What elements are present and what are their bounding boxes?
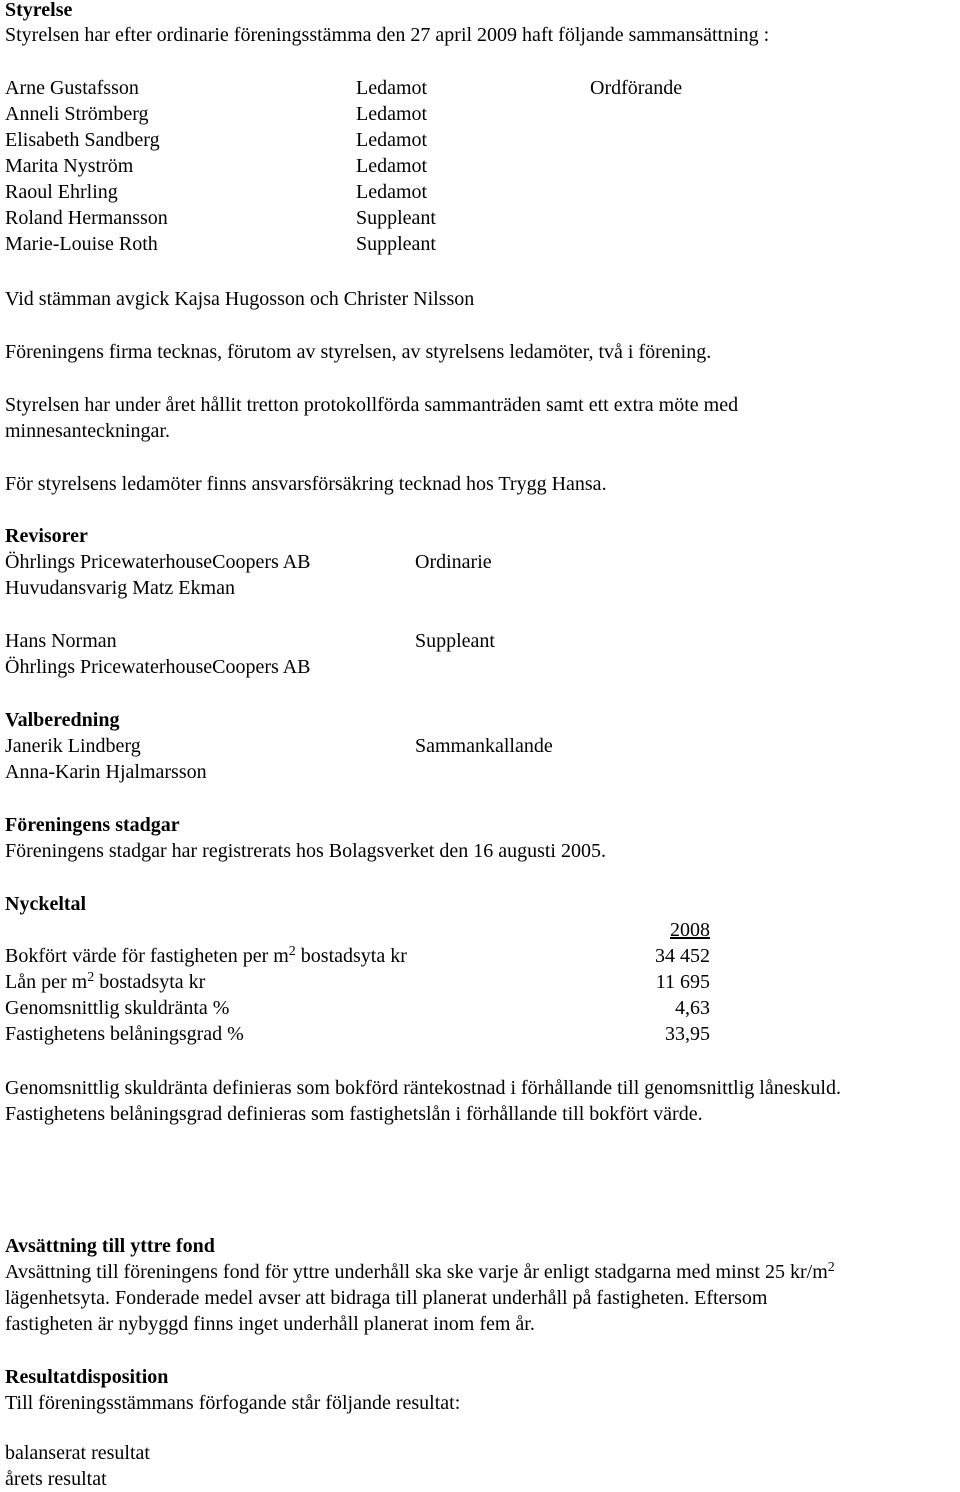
member-role: Ledamot <box>356 155 428 177</box>
nyckeltal-value: 33,95 <box>665 1023 710 1045</box>
resultat-row: årets resultat <box>5 1468 107 1490</box>
styrelse-heading: Styrelse <box>5 0 73 21</box>
member-name: Elisabeth Sandberg <box>5 129 160 151</box>
revisor-line: Öhrlings PricewaterhouseCoopers AB <box>5 656 311 678</box>
member-name: Raoul Ehrling <box>5 181 118 203</box>
firma-text: Föreningens firma tecknas, förutom av styrelsen, av styrelsens ledamöter, två i förening. <box>5 341 712 363</box>
member-role: Suppleant <box>356 207 436 229</box>
revisorer-heading: Revisorer <box>5 525 88 547</box>
nyckeltal-label: Lån per $m^2$ bostadsyta kr <box>5 970 206 993</box>
member-name: Marita Nyström <box>5 155 134 177</box>
sammantraden-text-cont: minnesanteckningar. <box>5 420 170 442</box>
member-role: Ledamot <box>356 77 428 99</box>
resultat-heading: Resultatdisposition <box>5 1366 169 1388</box>
member-name: Arne Gustafsson <box>5 77 139 99</box>
nyckeltal-label: Fastighetens belåningsgrad % <box>5 1023 244 1045</box>
fond-heading: Avsättning till yttre fond <box>5 1235 215 1257</box>
stadgar-text: Föreningens stadgar har registrerats hos Bolagsverket den 16 augusti 2005. <box>5 840 606 862</box>
nyckeltal-value: 4,63 <box>675 997 710 1019</box>
member-role: Ledamot <box>356 103 428 125</box>
member-name: Anneli Strömberg <box>5 103 149 125</box>
revisor-role: Suppleant <box>415 630 495 652</box>
definition-belaningsgrad: Fastighetens belåningsgrad definieras som fastighetslån i förhållande till bokfört värde. <box>5 1103 703 1125</box>
fond-text: Avsättning till föreningens fond för yttre underhåll ska ske varje år enligt stadgarna med minst 25 $kr/m^2$ <box>5 1260 835 1283</box>
forsakring-text: För styrelsens ledamöter finns ansvarsförsäkring tecknad hos Trygg Hansa. <box>5 473 607 495</box>
valberedning-name: Anna-Karin Hjalmarsson <box>5 761 207 783</box>
nyckeltal-year: 2008 <box>670 919 710 941</box>
member-role: Ledamot <box>356 181 428 203</box>
sammantraden-text: Styrelsen har under året hållit tretton protokollförda sammanträden samt ett extra möte med <box>5 394 739 416</box>
definition-skuldranta: Genomsnittlig skuldränta definieras som bokförd räntekostnad i förhållande till genomsnittlig låneskuld. <box>5 1077 841 1099</box>
member-role: Suppleant <box>356 233 436 255</box>
valberedning-heading: Valberedning <box>5 709 120 731</box>
valberedning-name: Janerik Lindberg <box>5 735 141 757</box>
revisor-line: Huvudansvarig Matz Ekman <box>5 577 235 599</box>
valberedning-role: Sammankallande <box>415 735 553 757</box>
member-name: Roland Hermansson <box>5 207 168 229</box>
nyckeltal-heading: Nyckeltal <box>5 893 87 915</box>
avgick-text: Vid stämman avgick Kajsa Hugosson och Christer Nilsson <box>5 288 475 310</box>
resultat-intro: Till föreningsstämmans förfogande står följande resultat: <box>5 1392 461 1414</box>
member-extra-role: Ordförande <box>590 77 683 99</box>
fond-text-cont: lägenhetsyta. Fonderade medel avser att bidraga till planerat underhåll på fastigheten. Eftersom <box>5 1287 768 1309</box>
member-role: Ledamot <box>356 129 428 151</box>
nyckeltal-value: 34 452 <box>655 945 710 967</box>
styrelse-intro: Styrelsen har efter ordinarie föreningsstämma den 27 april 2009 haft följande sammansättning : <box>5 24 770 46</box>
member-name: Marie-Louise Roth <box>5 233 158 255</box>
revisor-role: Ordinarie <box>415 551 492 573</box>
fond-text-cont: fastigheten är nybyggd finns inget underhåll planerat inom fem år. <box>5 1313 535 1335</box>
resultat-row: balanserat resultat <box>5 1442 150 1464</box>
nyckeltal-value: 11 695 <box>655 971 710 993</box>
revisor-line: Öhrlings PricewaterhouseCoopers AB <box>5 551 311 573</box>
nyckeltal-label: Bokfört värde för fastigheten per $m^2$ bostadsyta kr <box>5 944 407 967</box>
revisor-line: Hans Norman <box>5 630 117 652</box>
nyckeltal-label: Genomsnittlig skuldränta % <box>5 997 230 1019</box>
stadgar-heading: Föreningens stadgar <box>5 814 180 836</box>
